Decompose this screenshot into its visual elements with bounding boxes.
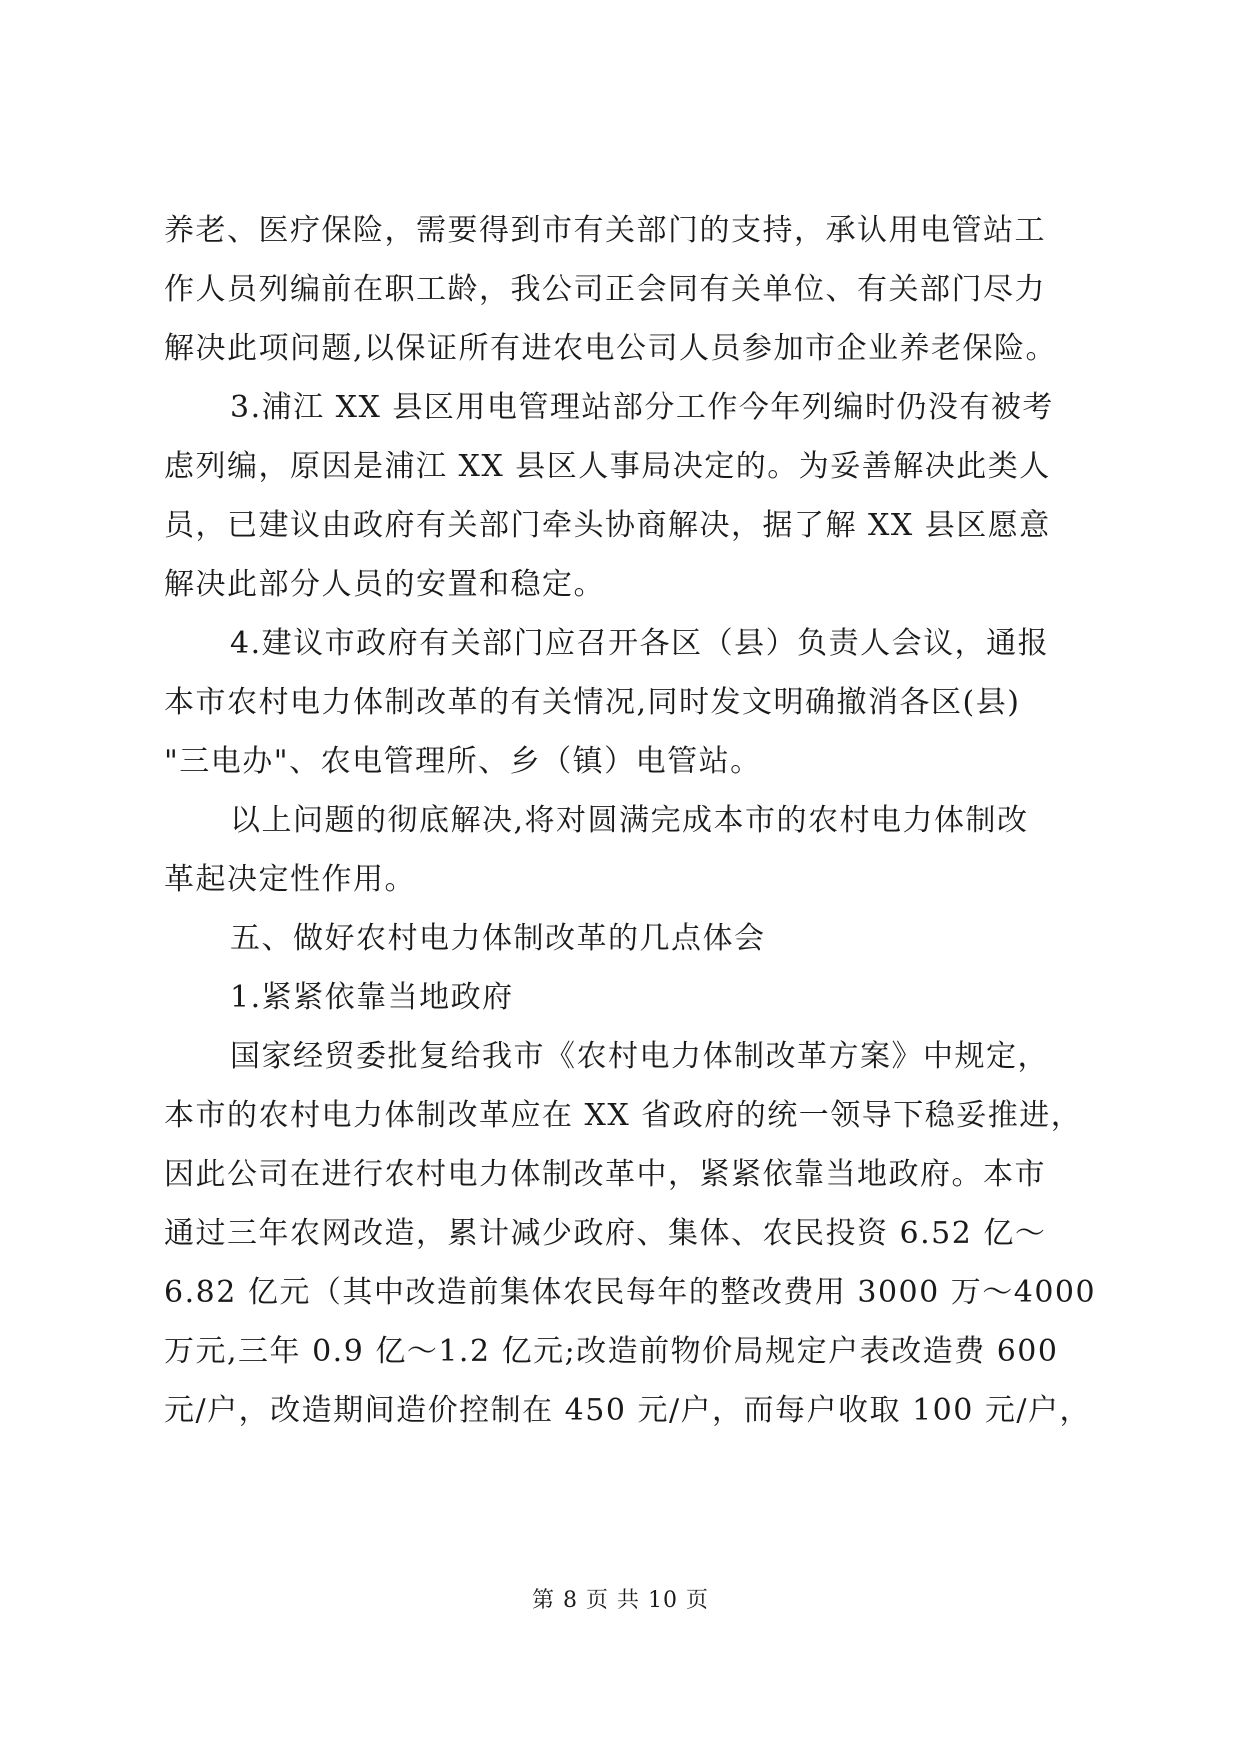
text-line: 因此公司在进行农村电力体制改革中，紧紧依靠当地政府。本市 [164, 1157, 1046, 1192]
text-line: 解决此部分人员的安置和稳定。 [164, 567, 605, 602]
subsection-heading: 1.紧紧依靠当地政府 [230, 980, 514, 1015]
text-line: 本市的农村电力体制改革应在 XX 省政府的统一领导下稳妥推进， [164, 1098, 1083, 1133]
page-number: 第 8 页 共 10 页 [532, 1588, 709, 1613]
section-heading: 五、做好农村电力体制改革的几点体会 [230, 921, 766, 956]
text-line: 通过三年农网改造，累计减少政府、集体、农民投资 6.52 亿～ [164, 1216, 1047, 1251]
text-line: 虑列编，原因是浦江 XX 县区人事局决定的。为妥善解决此类人 [164, 449, 1051, 484]
text-line: 员，已建议由政府有关部门牵头协商解决，据了解 XX 县区愿意 [164, 508, 1051, 543]
text-line: 国家经贸委批复给我市《农村电力体制改革方案》中规定， [230, 1039, 1049, 1074]
text-line: 6.82 亿元（其中改造前集体农民每年的整改费用 3000 万～4000 [164, 1275, 1097, 1310]
text-line: 解决此项问题,以保证所有进农电公司人员参加市企业养老保险。 [164, 331, 1058, 366]
text-line: 本市农村电力体制改革的有关情况,同时发文明确撤消各区(县) [164, 685, 1021, 720]
text-line: 以上问题的彻底解决,将对圆满完成本市的农村电力体制改 [230, 803, 1029, 838]
text-line: 3.浦江 XX 县区用电管理站部分工作今年列编时仍没有被考 [230, 390, 1054, 425]
text-line: 万元,三年 0.9 亿～1.2 亿元;改造前物价局规定户表改造费 600 [164, 1334, 1059, 1369]
text-line: 革起决定性作用。 [164, 862, 416, 897]
text-line: 4.建议市政府有关部门应召开各区（县）负责人会议，通报 [230, 626, 1050, 661]
text-line: 作人员列编前在职工龄，我公司正会同有关单位、有关部门尽力 [164, 272, 1046, 307]
text-line: 元/户，改造期间造价控制在 450 元/户，而每户收取 100 元/户， [164, 1393, 1091, 1428]
text-line: "三电办"、农电管理所、乡（镇）电管站。 [164, 744, 762, 779]
text-line: 养老、医疗保险，需要得到市有关部门的支持，承认用电管站工 [164, 213, 1046, 248]
